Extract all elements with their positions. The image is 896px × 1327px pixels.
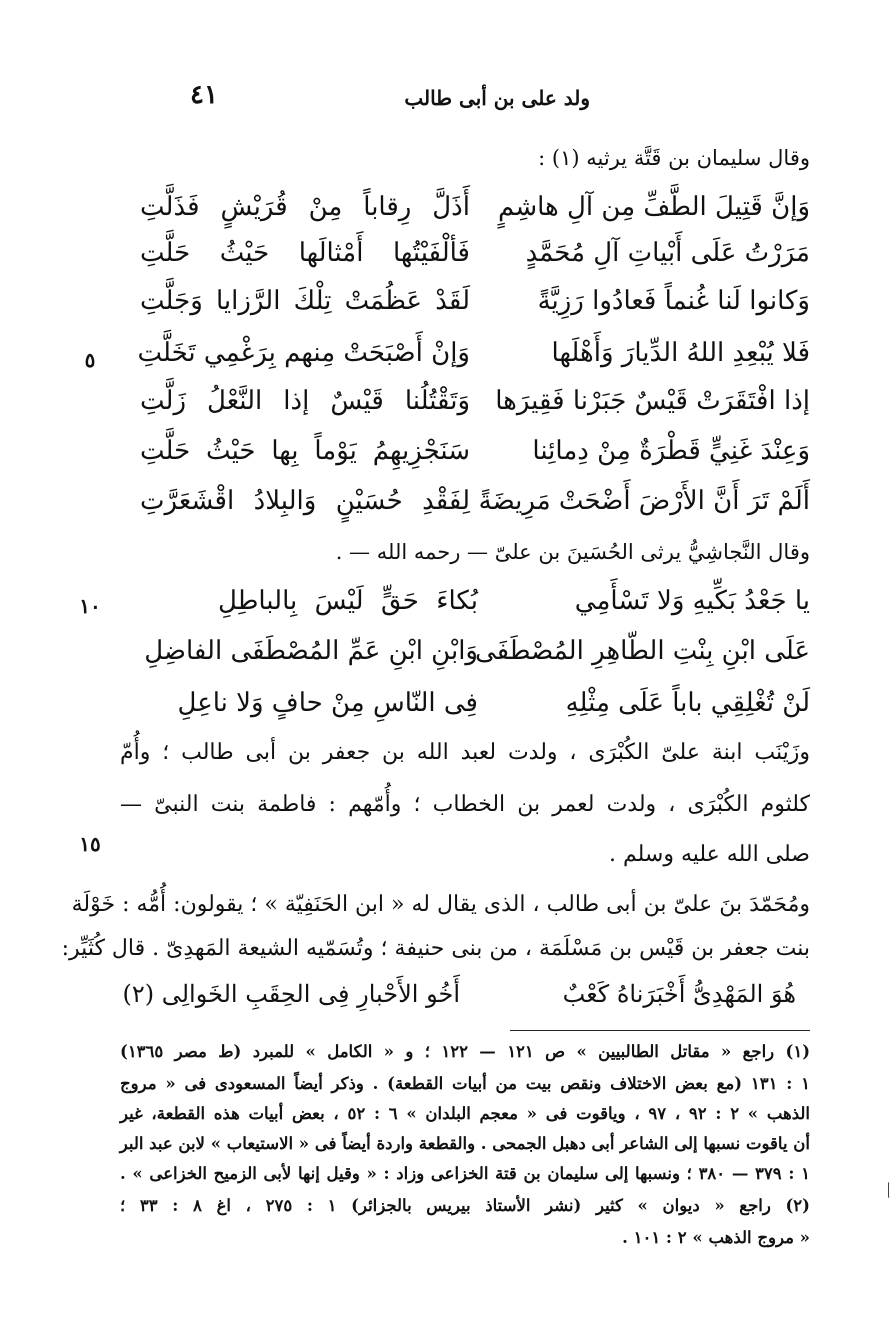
footnote-line-6: (٢) راجع « ديوان » كثير (نشر الأستاذ بيريس بالجزائر) ١ : ٢٧٥ ، اغ ٨ : ٣٣ ؛ (120, 1196, 810, 1215)
footnote-line-1: (١) راجع « مقاتل الطالبيين » ص ١٢١ — ١٢٢ ؛ و « الكامل » للمبرد (ط مصر ١٣٦٥) (120, 1042, 810, 1061)
footnote-line-4: أن ياقوت نسبها إلى الشاعر أبى دهبل الجمحى . والقطعة واردة أيضاً فى « الاستيعاب » لابن عبد البر (119, 1134, 810, 1153)
verse-1-second-hemistich: أَذَلَّ رِقاباً مِنْ قُرَيْشٍ فَذَلَّتِ (140, 192, 470, 222)
page-edge-mark (888, 1182, 891, 1198)
najashi-verse-3-first-hemistich: لَنْ تُغْلِقِي باباً عَلَى مِثْلِهِ (565, 688, 810, 718)
footnote-line-2: ١ : ١٣١ (مع بعض الاختلاف ونقص بيت من أبيات القطعة) . وذكر أيضاً المسعودى فى « مروج (120, 1074, 810, 1093)
verse-4-second-hemistich: وَإنْ أَصْبَحَتْ مِنهم بِرَغْمِي تَخَلَّتِ (137, 338, 470, 368)
running-header-title: ولد على بن أبى طالب (404, 86, 590, 110)
verse-2-second-hemistich: فَألْفَيْتُها أَمْثالَها حَيْثُ حَلَّتِ (140, 238, 470, 268)
line-number-15: ١٥ (79, 832, 101, 856)
prose-zaynab-line-3: صلى الله عليه وسلم . (609, 842, 810, 867)
prose-zaynab-line-2: كلثوم الكُبْرَى ، ولدت لعمر بن الخطاب ؛ وأُمّهم : فاطمة بنت النبىّ — (120, 792, 810, 817)
poem-intro-sulayman: وقال سليمان بن قَتَّة يرثيه (١) : (538, 146, 810, 170)
line-number-10: ١٠ (79, 594, 101, 618)
verse-6-first-hemistich: وَعِنْدَ غَنِيٍّ قَطْرَةٌ مِنْ دِمائِنا (532, 436, 810, 466)
verse-4-first-hemistich: فَلا يُبْعِدِ اللهُ الدِّيارَ وَأَهْلَها (551, 338, 810, 368)
page-number: ٤١ (190, 80, 218, 110)
footnote-line-7: « مروج الذهب » ٢ : ١٠١ . (622, 1228, 810, 1247)
footnote-line-3: الذهب » ٢ : ٩٢ ، ٩٧ ، وياقوت فى « معجم البلدان » ٦ : ٥٢ ، بعض أبيات هذه القطعة، غير (120, 1104, 810, 1123)
najashi-verse-2-second-hemistich: وَابْنِ ابْنِ عَمِّ المُصْطَفَى الفاضِلِ (144, 636, 478, 666)
najashi-verse-3-second-hemistich: فِى النّاسِ مِنْ حافٍ وَلا ناعِلِ (177, 688, 478, 718)
verse-7-first-hemistich: أَلَمْ تَرَ أَنَّ الأَرْضَ أَضْحَتْ مَرِيضَةً (478, 486, 810, 516)
verse-3-second-hemistich: لَقَدْ عَظُمَتْ تِلْكَ الرَّزايا وَجَلَّتِ (140, 286, 470, 316)
prose-zaynab-line-1: وزَيْنَب ابنة علىّ الكُبْرَى ، ولدت لعبد الله بن جعفر بن أبى طالب ؛ وأُمّ (120, 740, 810, 765)
verse-6-second-hemistich: سَنَجْزِيهِمُ يَوْماً بِها حَيْثُ حَلَّتِ (140, 436, 470, 466)
najashi-verse-2-first-hemistich: عَلَى ابْنِ بِنْتِ الطّاهِرِ المُصْطَفَى (474, 636, 810, 666)
line-number-5: ٥ (84, 348, 96, 372)
verse-3-first-hemistich: وَكانوا لَنا غُنماً فَعادُوا رَزِيَّةً (537, 286, 810, 316)
verse-5-first-hemistich: إذا افْتَقَرَتْ قَيْسٌ جَبَرْنا فَقِيرَها (495, 386, 810, 416)
prose-muhammad-line-2: بنت جعفر بن قَيْس بن مَسْلَمَة ، من بنى حنيفة ؛ وتُسَمّيه الشيعة المَهدِىّ . قال كُثَيِّر: (61, 936, 810, 961)
verse-1-first-hemistich: وَإنَّ قَتِيلَ الطَّفِّ مِن آلِ هاشِمٍ (498, 192, 810, 222)
najashi-verse-1-second-hemistich: بُكاءَ حَقٍّ لَيْسَ بِالباطِلِ (218, 586, 478, 616)
poem-intro-najashi: وقال النَّجاشِيُّ يرثى الحُسَينَ بن علىّ — رحمه الله — . (335, 540, 810, 564)
verse-5-second-hemistich: وَتَقْتُلُنا قَيْسٌ إذا النَّعْلُ زَلَّتِ (140, 386, 470, 416)
najashi-verse-1-first-hemistich: يا جَعْدُ بَكِّيهِ وَلا تَسْأَمِي (574, 586, 810, 616)
prose-muhammad-line-1: ومُحَمّدَ بنَ علىّ بن أبى طالب ، الذى يقال له « ابن الحَنَفِيّة » ؛ يقولون: أُمُّه : خَوْلَة (71, 892, 810, 917)
kuthayyir-verse-first-hemistich: هُوَ المَهْدِىُّ أَخْبَرَناهُ كَعْبٌ (562, 980, 796, 1008)
verse-2-first-hemistich: مَرَرْتُ عَلَى أَبْياتِ آلِ مُحَمَّدٍ (525, 238, 810, 268)
kuthayyir-verse-second-hemistich: أَخُو الأَحْبارِ فِى الحِقَبِ الخَوالِى (٢) (122, 980, 460, 1008)
footnote-line-5: ١ : ٣٧٩ — ٣٨٠ ؛ ونسبها إلى سليمان بن قتة الخزاعى وزاد : « وقيل إنها لأبى الزميح الخزاعى » . (120, 1164, 810, 1183)
footnote-separator (510, 1030, 810, 1031)
verse-7-second-hemistich: لِفَقْدِ حُسَيْنٍ وَالبِلادُ اقْشَعَرَّتِ (140, 486, 470, 516)
